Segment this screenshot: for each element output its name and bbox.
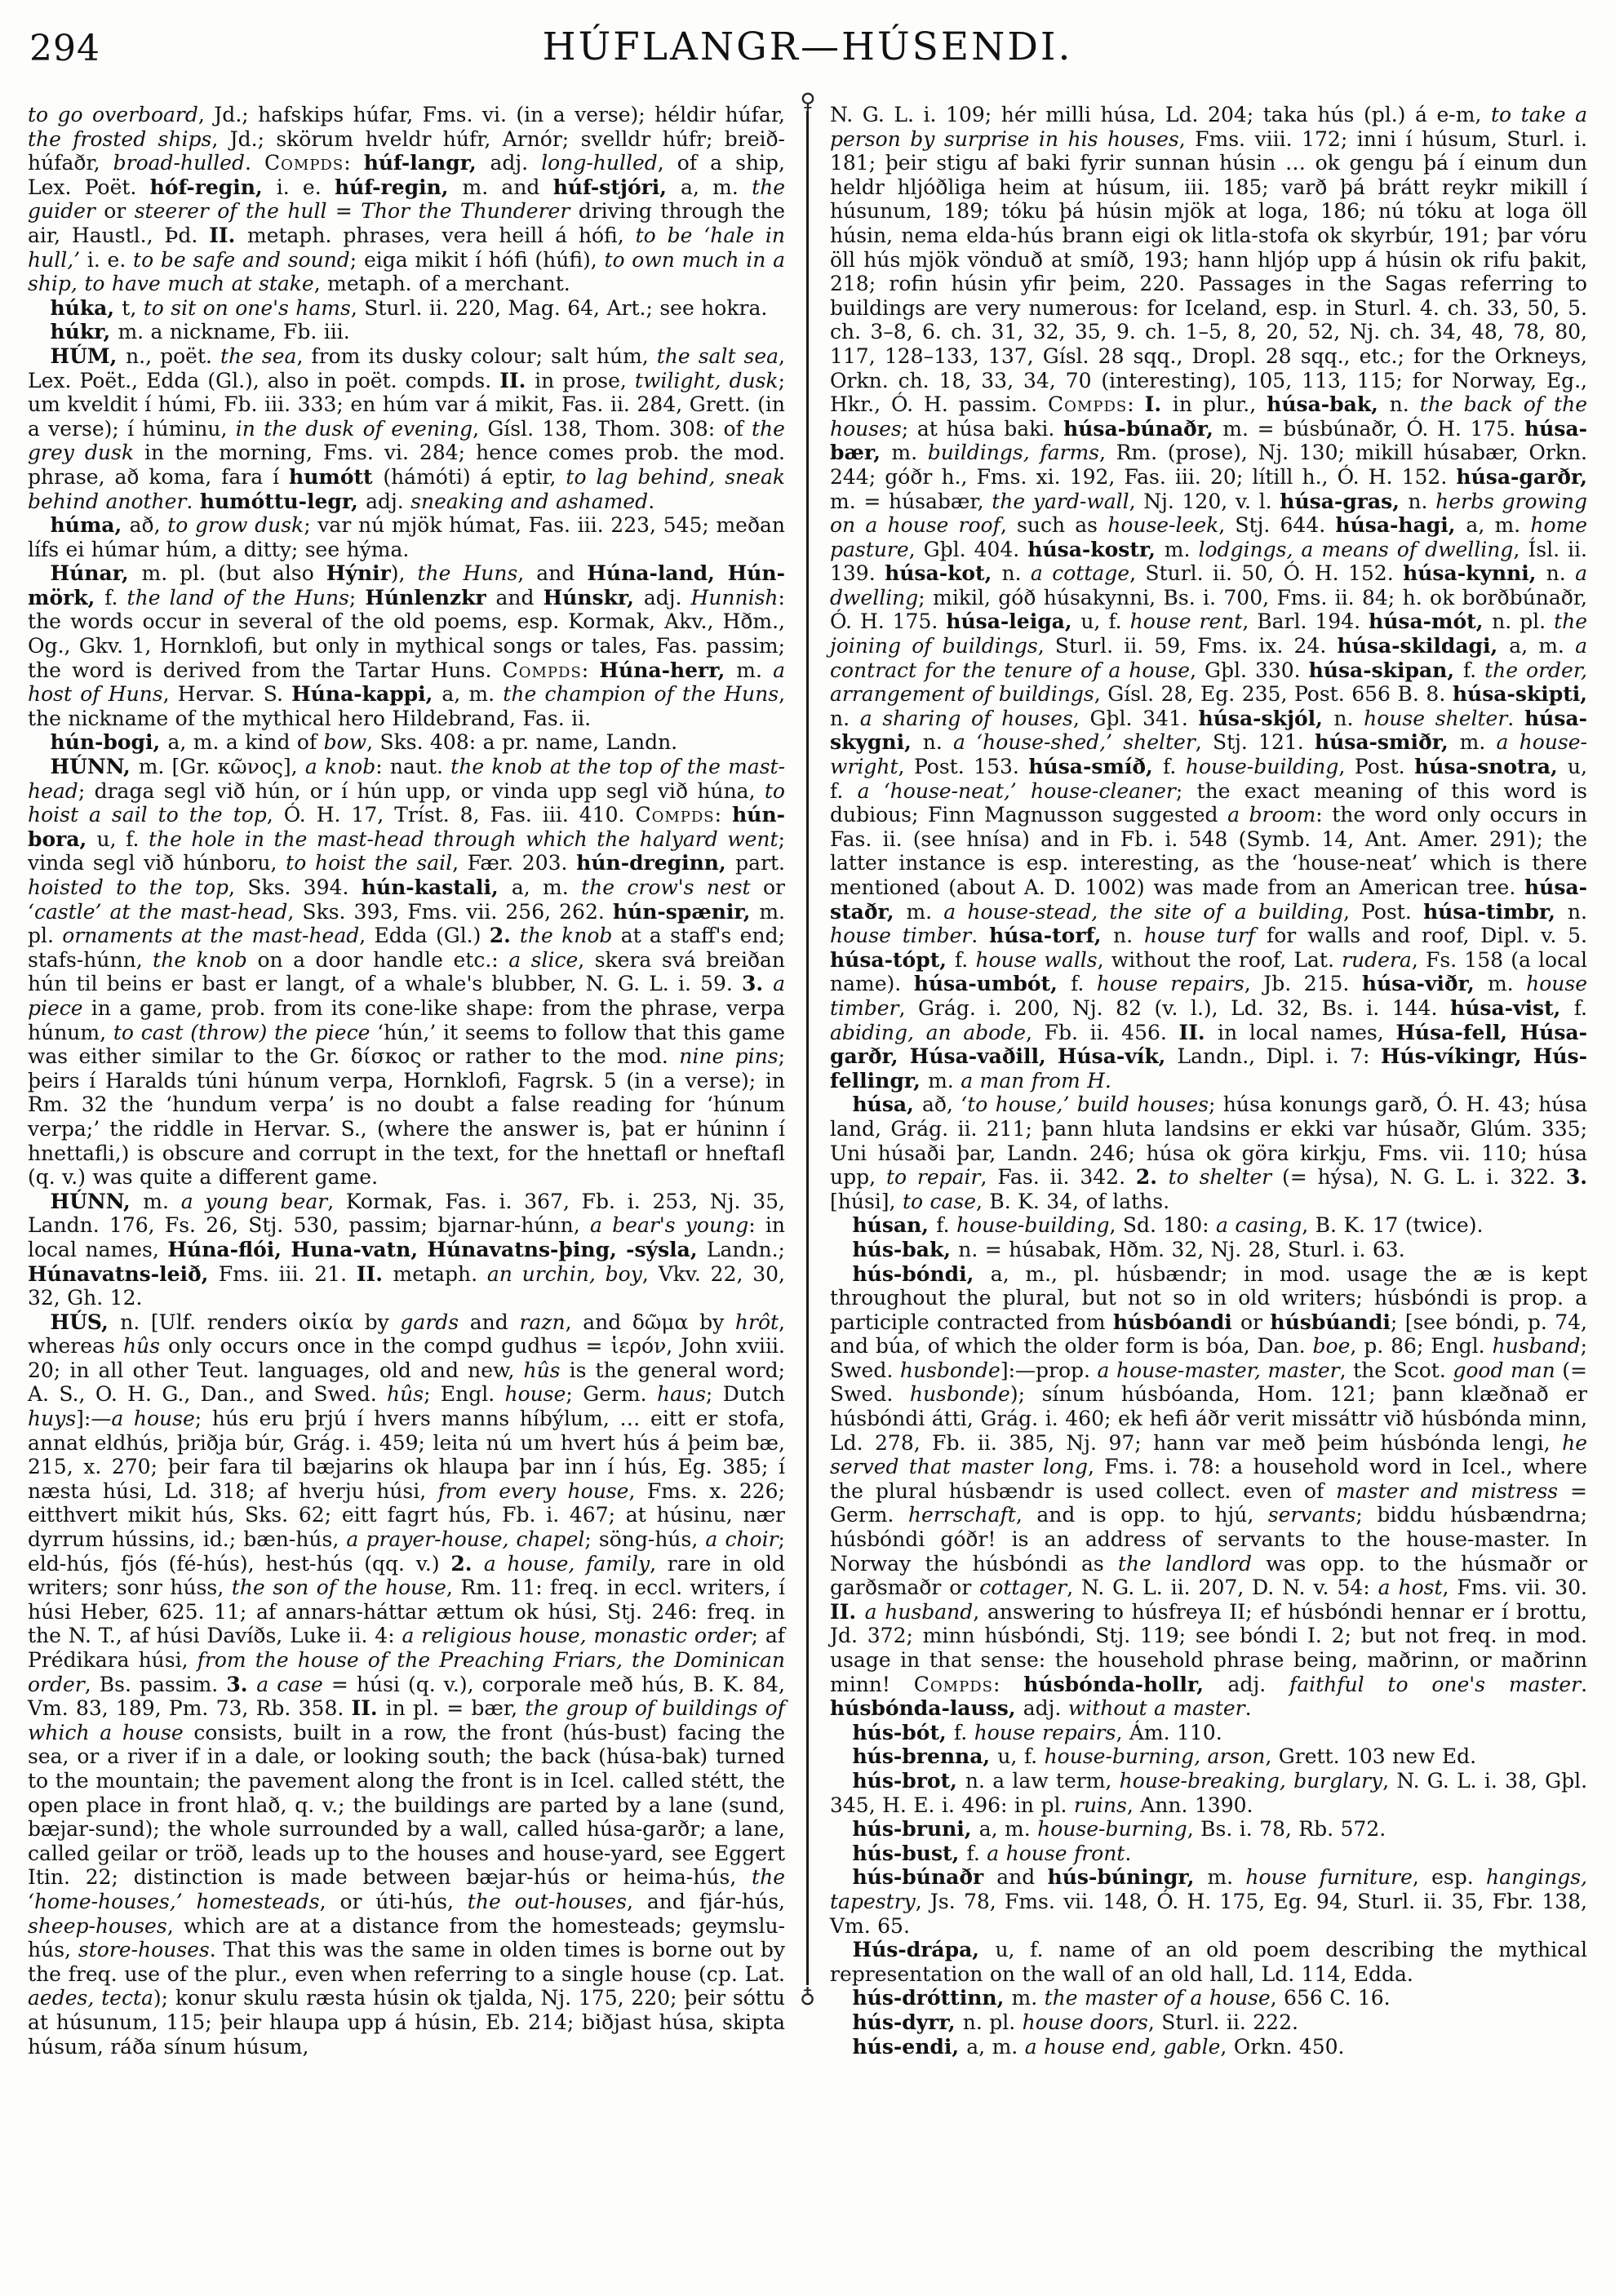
entry-paragraph: HÚNN, m. [Gr. κῶνος], a knob: naut. the knob at the top of the mast-head; draga segl við hún, or í hún upp, or vinda upp segl við húna, to hoist a sail to the top, Ó. H. 17, Tríst. 8, Fas. iii. 410. Compds: hún-bora, u, f. the hole in the mast-head through which the halyard went; vinda segl við húnboru, to hoist the sail, Fær. 203. hún-dreginn, part. hoisted to the top, Sks. 394. hún-kastali, a, m. the crow's nest or ‘castle’ at the mast-head, Sks. 393, Fms. vii. 256, 262. hún-spænir, m. pl. ornaments at the mast-head, Edda (Gl.) 2. the knob at a staff's end; stafs-húnn, the knob on a door handle etc.: a slice, skera svá breiðan hún til beins er bast er langt, of a whale's blubber, N. G. L. i. 59. 3. a piece in a game, prob. from its cone-like shape: from the phrase, verpa húnum, to cast (throw) the piece ‘hún,’ it seems to follow that this game was either similar to the Gr. δίσκος or rather to the mod. nine pins; þeirs í Haralds túni húnum verpa, Hornklofi, Fagrsk. 5 (in a verse); in Rm. 32 the ‘hundum verpa’ is no doubt a false reading for ‘húnum verpa;’ the riddle in Hervar. S., (where the answer is, þat er húninn í hnettafli,) is obscure and corrupt in the text, for the hnettafl or hneftafl (q. v.) was quite a different game. xyxy=(28,755,786,1190)
entry-paragraph: hús-bak, n. = húsabak, Hðm. 32, Nj. 28, Sturl. i. 63. xyxy=(852,1237,1405,1261)
entry-paragraph: hún-bogi, a, m. a kind of bow, Sks. 408: a pr. name, Landn. xyxy=(50,730,678,755)
entry-paragraph: hús-búnaðr and hús-búningr, m. house furniture, esp. hangings, tapestry, Js. 78, Fms. vii. 148, Ó. H. 175, Eg. 94, Sturl. ii. 35, Fbr. 138, Vm. 65. xyxy=(830,1865,1587,1938)
page-title: HÚFLANGR—HÚSENDI. xyxy=(542,24,1073,69)
entry-paragraph: hús-dyrr, n. pl. house doors, Sturl. ii. 222. xyxy=(852,2010,1298,2034)
entry-paragraph: hús-bóndi, a, m., pl. húsbændr; in mod. usage the æ is kept throughout the plural, but not so in old writers; húsbóndi is prop. a participle contracted from húsbóandi or húsbúandi; [see bóndi, p. 74, and búa, of which the older form is bóa, Dan. boe, p. 86; Engl. husband; Swed. husbonde]:—prop. a house-master, master, the Scot. good man (= Swed. husbonde); sínum húsbóanda, Hom. 121; þann klæðnað er húsbóndi átti, Grág. i. 460; ek hefi áðr verit missáttr við húsbónda minn, Ld. 278, Fb. ii. 385, Nj. 97; hann var með þeim húsbónda lengi, he served that master long, Fms. i. 78: a household word in Icel., where the plural húsbændr is used collect. even of master and mistress = Germ. herrschaft, and is opp. to hjú, servants; biddu húsbændrna; húsbóndi góðr! is an address of servants to the house-master. In Norway the húsbóndi as the landlord was opp. to the húsmaðr or garðsmaðr or cottager, N. G. L. ii. 207, D. N. v. 54: a host, Fms. vii. 30. II. a husband, answering to húsfreya II; ef húsbóndi hennar er í brottu, Jd. 372; minn húsbóndi, Stj. 119; see bóndi I. 2; but not freq. in mod. usage in that sense: the household phrase being, maðrinn, or maðrinn minn! Compds: húsbónda-hollr, adj. faithful to one's master. húsbónda-lauss, adj. without a master. xyxy=(830,1261,1588,1721)
entry-paragraph: húka, t, to sit on one's hams, Sturl. ii. 220, Mag. 64, Art.; see hokra. xyxy=(50,295,768,320)
entry-paragraph: Hús-drápa, u, f. name of an old poem describing the mythical representation on the wall of an old hall, Ld. 114, Edda. xyxy=(830,1938,1587,1986)
entry-paragraph: hús-brenna, u, f. house-burning, arson, Grett. 103 new Ed. xyxy=(852,1744,1477,1769)
entry-paragraph: hús-brot, n. a law term, house-breaking, burglary, N. G. L. i. 38, Gþl. 345, H. E. i. 496: in pl. ruins, Ann. 1390. xyxy=(830,1768,1588,1817)
page-body xyxy=(28,87,1588,2059)
page-number: 294 xyxy=(29,28,100,69)
entry-paragraph: HÚM, n., poët. the sea, from its dusky colour; salt húm, the salt sea, Lex. Poët., Edda (Gl.), also in poët. compds. II. in prose, twilight, dusk; um kveldit í húmi, Fb. iii. 333; en húm var á mikit, Fas. ii. 284, Grett. (in a verse); í húminu, in the dusk of evening, Gísl. 138, Thom. 308: of the grey dusk in the morning, Fms. vi. 284; hence comes prob. the mod. phrase, að koma, fara í humótt (hámóti) á eptir, to lag behind, sneak behind another. humóttu-legr, adj. sneaking and ashamed. xyxy=(28,344,786,513)
entry-paragraph: N. G. L. i. 109; hér milli húsa, Ld. 204; taka hús (pl.) á e-m, to take a person by surprise in his houses, Fms. viii. 172; inni í húsum, Sturl. i. 181; þeir stigu af baki fyrir sunnan húsin … ok gengu þá í einum dun heldr hljóðliga heim at húsum, iii. 185; varð þá brátt reykr mikill í húsunum, 189; tóku þá húsin mjök at loga, 186; nú tóku at loga öll húsin, nema elda-hús brann eigi ok litla-stofa ok skyrbúr, 191; þar vóru öll hús mjök vönduð at smíð, 193; hann hljóp upp á húsin ok rifu þakit, 218; rofin húsin yfir þeim, 220. Passages in the Sagas referring to buildings are very numerous: for Iceland, esp. in Sturl. 4. ch. 33, 50, 5. ch. 3–8, 6. ch. 31, 32, 35, 9. ch. 1–5, 8, 20, 52, Nj. ch. 34, 48, 78, 80, 117, 128–133, 137, Gísl. 28 sqq., Dropl. 28 sqq., etc.; for the Orkneys, Orkn. ch. 18, 33, 34, 70 (interesting), 105, 113, 115; for Norway, Eg., Hkr., Ó. H. passim. Compds: I. in plur., húsa-bak, n. the back of the houses; at húsa baki. húsa-búnaðr, m. = búsbúnaðr, Ó. H. 175. húsa-bær, m. buildings, farms, Rm. (prose), Nj. 130; mikill húsabær, Orkn. 244; góðr h., Fms. xi. 192, Fas. iii. 20; lítill h., Ó. H. 152. húsa-garðr, m. = húsabær, the yard-wall, Nj. 120, v. l. húsa-gras, n. herbs growing on a house roof, such as house-leek, Stj. 644. húsa-hagi, a, m. home pasture, Gþl. 404. húsa-kostr, m. lodgings, a means of dwelling, Ísl. ii. 139. húsa-kot, n. a cottage, Sturl. ii. 50, Ó. H. 152. húsa-kynni, n. a dwelling; mikil, góð húsakynni, Bs. i. 700, Fms. ii. 84; h. ok borðbúnaðr, Ó. H. 175. húsa-leiga, u, f. house rent, Barl. 194. húsa-mót, n. pl. the joining of buildings, Sturl. ii. 59, Fms. ix. 24. húsa-skildagi, a, m. a contract for the tenure of a house, Gþl. 330. húsa-skipan, f. the order, arrangement of buildings, Gísl. 28, Eg. 235, Post. 656 B. 8. húsa-skipti, n. a sharing of houses, Gþl. 341. húsa-skjól, n. house shelter. húsa-skygni, n. a ‘house-shed,’ shelter, Stj. 121. húsa-smiðr, m. a house-wright, Post. 153. húsa-smíð, f. house-building, Post. húsa-snotra, u, f. a ‘house-neat,’ house-cleaner; the exact meaning of this word is dubious; Finn Magnusson suggested a broom: the word only occurs in Fas. ii. (see hnísa) and in Fb. i. 548 (Symb. 14, Ant. Amer. 291); the latter instance is esp. interesting, as the ‘house-neat’ which is there mentioned (about A. D. 1002) was made from an American tree. húsa-staðr, m. a house-stead, the site of a building, Post. húsa-timbr, n. house timber. húsa-torf, n. house turf for walls and roof, Dipl. v. 5. húsa-tópt, f. house walls, without the roof, Lat. rudera, Fs. 158 (a local name). húsa-umbót, f. house repairs, Jb. 215. húsa-viðr, m. house timber, Grág. i. 200, Nj. 82 (v. l.), Ld. 32, Bs. i. 144. húsa-vist, f. abiding, an abode, Fb. ii. 456. II. in local names, Húsa-fell, Húsa-garðr, Húsa-vaðill, Húsa-vík, Landn., Dipl. i. 7: Hús-víkingr, Hús-fellingr, m. a man from H. xyxy=(830,103,1588,1093)
entry-paragraph: HÚS, n. [Ulf. renders οἰκία by gards and razn, and δῶμα by hrôt, whereas hûs only occurs once in the compd gudhus = ἱερόν, John xviii. 20; in all other Teut. languages, old and new, hûs is the general word; A. S., O. H. G., Dan., and Swed. hûs; Engl. house; Germ. haus; Dutch huys]:—a house; hús eru þrjú í hvers manns híbýlum, … eitt er stofa, annat eldhús, þriðja búr, Grág. i. 459; leita nú um hvert hús á þeim bæ, 215, x. 270; þeir fara til bæjarins ok hlaupa þar inn í hús, Eg. 385; í næsta húsi, Ld. 318; af hverju húsi, from every house, Fms. x. 226; eitthvert mikit hús, Sks. 62; eitt fagrt hús, Fb. i. 467; at húsinu, nær dyrrum hússins, id.; bæn-hús, a prayer-house, chapel; söng-hús, a choir; eld-hús, fjós (fé-hús), hest-hús (qq. v.) 2. a house, family, rare in old writers; sonr húss, the son of the house, Rm. 11: freq. in eccl. writers, í húsi Heber, 625. 11; af annars-háttar ættum ok húsi, Stj. 246: freq. in the N. T., af húsi Davíðs, Luke ii. 4: a religious house, monastic order; af Prédikara húsi, from the house of the Preaching Friars, the Dominican order, Bs. passim. 3. a case = húsi (q. v.), corporale með hús, B. K. 84, Vm. 83, 189, Pm. 73, Rb. 358. II. in pl. = bær, the group of buildings of which a house consists, built in a row, the front (hús-bust) facing the sea, or a river if in a dale, or looking south; the back (húsa-bak) turned to the mountain; the pavement along the front is in Icel. called stétt, the open place in front hlað, q. v.; the buildings are parted by a lane (sund, bæjar-sund); the whole surrounded by a wall, called húsa-garðr; a lane, called geilar or tröð, leads up to the houses and house-yard, see Eggert Itin. 22; distinction is made between bæjar-hús or heima-hús, the ‘home-houses,’ homesteads, or úti-hús, the out-houses, and fjár-hús, sheep-houses, which are at a distance from the homesteads; geymslu-hús, store-houses. That this was the same in olden times is borne out by the freq. use of the plur., even when referring to a single house (cp. Lat. aedes, tecta); konur skulu ræsta húsin ok tjalda, Nj. 175, 220; þeir sóttu at húsunum, 115; þeir hlaupa upp á húsin, Eb. 214; biðjast húsa, skipta húsum, ráða sínum húsum, xyxy=(28,1310,786,2059)
printers-mark-bottom-icon: ♁ xyxy=(799,1986,816,2011)
left-column xyxy=(28,103,785,2059)
entry-paragraph: hús-bót, f. house repairs, Ám. 110. xyxy=(852,1720,1222,1744)
printers-mark-top-icon: ♁ xyxy=(799,87,816,112)
column-divider-rule xyxy=(799,87,816,2011)
entry-paragraph: húsan, f. house-building, Sd. 180: a casing, B. K. 17 (twice). xyxy=(852,1213,1484,1238)
entry-paragraph: Húnar, m. pl. (but also Hýnir), the Huns, and Húna-land, Hún-mörk, f. the land of the Huns; Húnlenzkr and Húnskr, adj. Hunnish: the words occur in several of the old poems, esp. Kormak, Akv., Hðm., Og., Gkv. 1, Hornklofi, but only in mythical songs or tales, Fas. passim; the word is derived from the Tartar Huns. Compds: Húna-herr, m. a host of Huns, Hervar. S. Húna-kappi, a, m. the champion of the Huns, the nickname of the mythical hero Hildebrand, Fas. ii. xyxy=(28,561,786,730)
entry-paragraph: hús-bruni, a, m. house-burning, Bs. i. 78, Rb. 572. xyxy=(852,1817,1387,1842)
page-header xyxy=(28,21,1587,82)
entry-paragraph: húma, að, to grow dusk; var nú mjök húmat, Fas. iii. 223, 545; meðan lífs ei húmar húm, a ditty; see hýma. xyxy=(28,513,786,561)
entry-paragraph: HÚNN, m. a young bear, Kormak, Fas. i. 367, Fb. i. 253, Nj. 35, Landn. 176, Fs. 26, Stj. 530, passim; bjarnar-húnn, a bear's young: in local names, Húna-flói, Huna-vatn, Húnavatns-þing, -sýsla, Landn.; Húnavatns-leið, Fms. iii. 21. II. metaph. an urchin, boy, Vkv. 22, 30, 32, Gh. 12. xyxy=(28,1189,786,1310)
entry-paragraph: húsa, að, ‘to house,’ build houses; húsa konungs garð, Ó. H. 43; húsa land, Grág. ii. 211; þann hluta landsins er ekki var húsaðr, Glúm. 335; Uni húsaði þar, Landn. 246; húsa ok göra kirkju, Fms. vii. 110; húsa upp, to repair, Fas. ii. 342. 2. to shelter (= hýsa), N. G. L. i. 322. 3. [húsi], to case, B. K. 34, of laths. xyxy=(830,1093,1588,1213)
entry-paragraph: hús-endi, a, m. a house end, gable, Orkn. 450. xyxy=(852,2034,1345,2059)
entry-paragraph: hús-bust, f. a house front. xyxy=(852,1841,1132,1865)
entry-paragraph: to go overboard, Jd.; hafskips húfar, Fms. vi. (in a verse); héldir húfar, the frosted ships, Jd.; skörum hveldr húfr, Arnór; svelldr húfr; breið-húfaðr, broad-hulled. Compds: húf-langr, adj. long-hulled, of a ship, Lex. Poët. hóf-regin, i. e. húf-regin, m. and húf-stjóri, a, m. the guider or steerer of the hull = Thor the Thunderer driving through the air, Haustl., Þd. II. metaph. phrases, vera heill á hófi, to be ‘hale in hull,’ i. e. to be safe and sound; eiga mikit í hófi (húfi), to own much in a ship, to have much at stake, metaph. of a merchant. xyxy=(28,103,786,296)
entry-paragraph: húkr, m. a nickname, Fb. iii. xyxy=(50,320,350,344)
entry-paragraph: hús-dróttinn, m. the master of a house, 656 C. 16. xyxy=(852,1986,1391,2010)
right-column xyxy=(830,103,1587,2059)
